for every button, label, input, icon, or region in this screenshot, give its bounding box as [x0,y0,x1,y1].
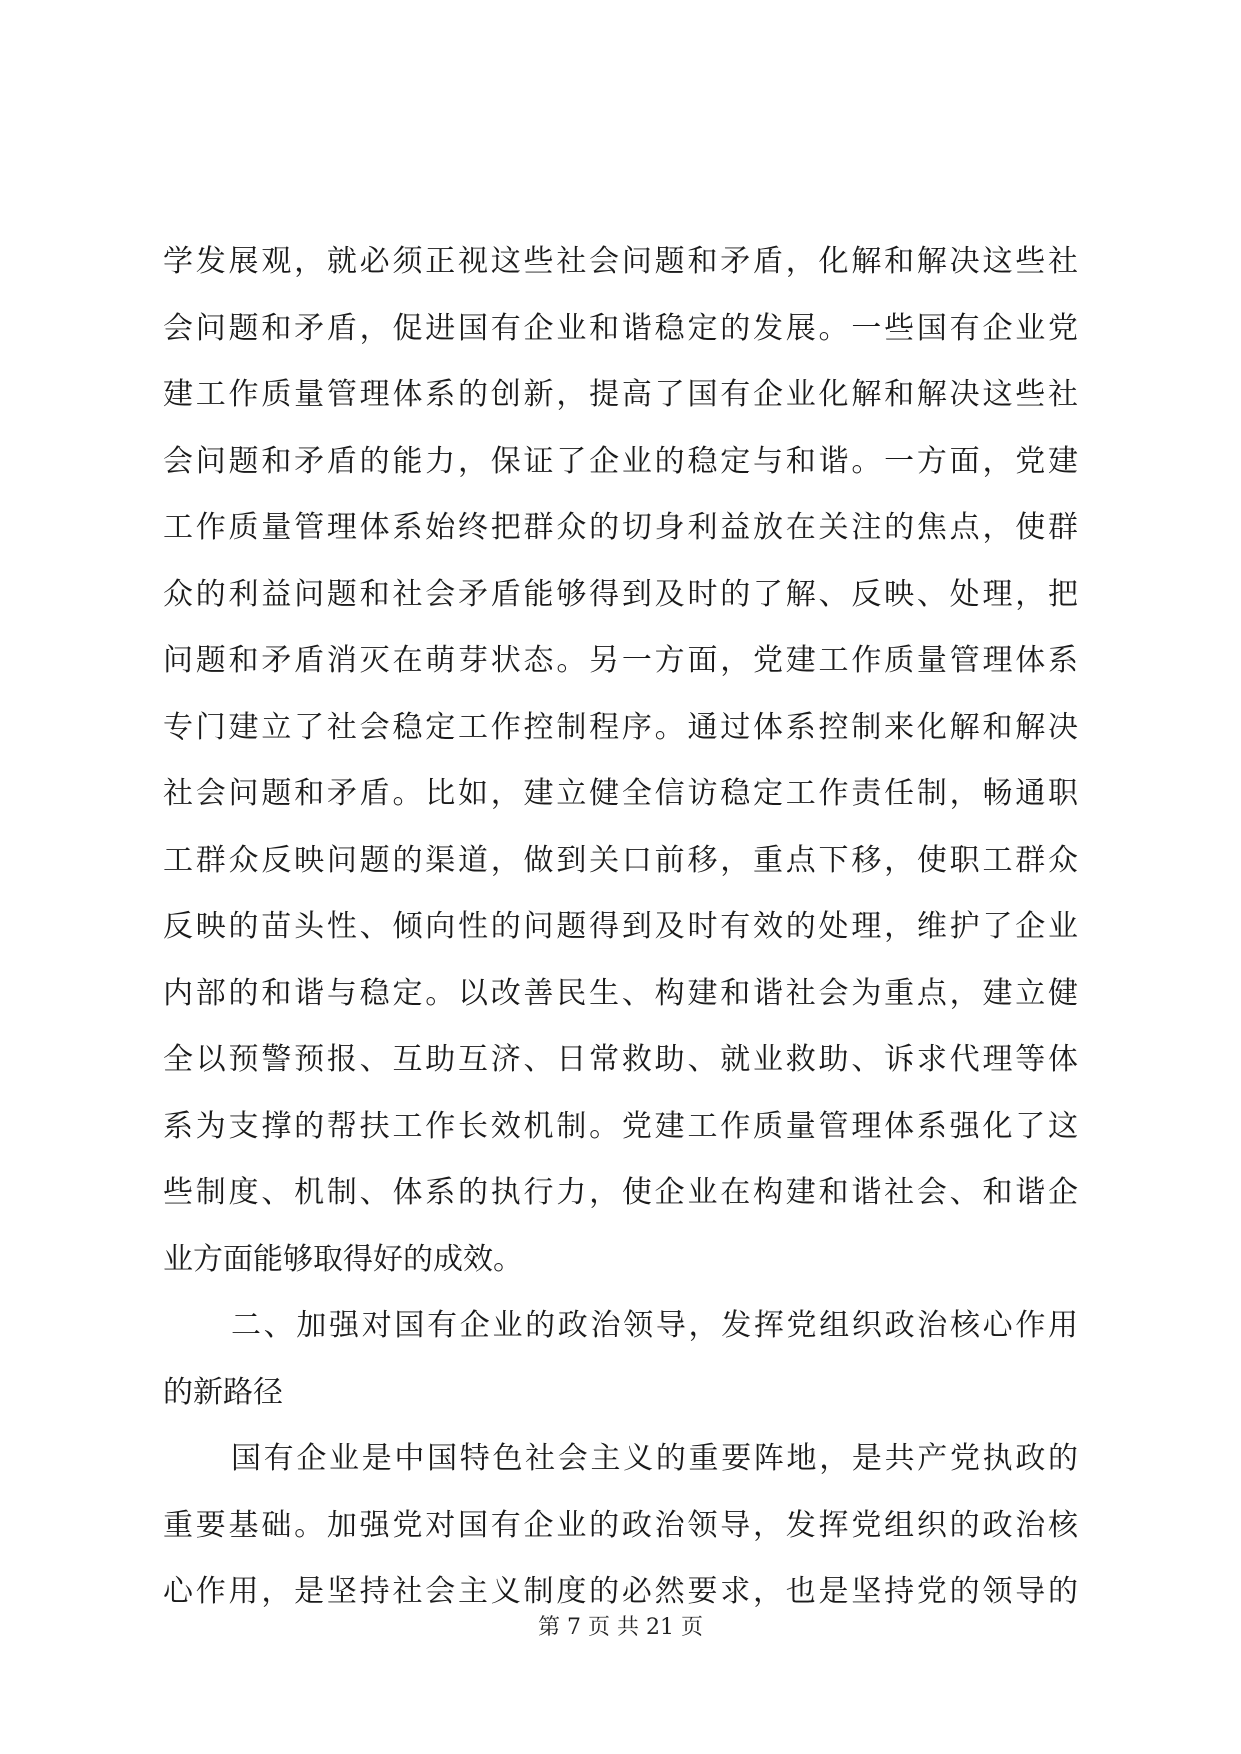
section-heading [163,1293,1078,1426]
heading-line: 的新路径 [163,1374,283,1410]
text-line: 工群众反映问题的渠道，做到关口前移，重点下移，使职工群众 [163,842,1078,878]
text-line: 会问题和矛盾的能力，保证了企业的稳定与和谐。一方面，党建 [163,443,1078,479]
text-line: 建工作质量管理体系的创新，提高了国有企业化解和解决这些社 [163,377,1078,412]
text-line: 全以预警预报、互助互济、日常救助、就业救助、诉求代理等体 [163,1042,1078,1077]
text-line: 众的利益问题和社会矛盾能够得到及时的了解、反映、处理，把 [163,576,1078,612]
text-line: 心作用，是坚持社会主义制度的必然要求，也是坚持党的领导的 [163,1574,1078,1609]
text-line: 问题和矛盾消灭在萌芽状态。另一方面，党建工作质量管理体系 [163,643,1078,678]
text-line: 反映的苗头性、倾向性的问题得到及时有效的处理，维护了企业 [163,909,1078,944]
text-line: 工作质量管理体系始终把群众的切身利益放在关注的焦点，使群 [163,510,1078,545]
paragraph-1 [163,229,1078,1293]
text-line: 会问题和矛盾，促进国有企业和谐稳定的发展。一些国有企业党 [163,310,1078,346]
text-line: 些制度、机制、体系的执行力，使企业在构建和谐社会、和谐企 [163,1175,1078,1210]
text-line: 业方面能够取得好的成效。 [163,1241,523,1277]
page-number-footer: 第 7 页 共 21 页 [538,1615,703,1640]
paragraph-3 [163,1426,1078,1626]
text-line: 学发展观，就必须正视这些社会问题和矛盾，化解和解决这些社 [163,244,1078,279]
text-line: 内部的和谐与稳定。以改善民生、构建和谐社会为重点，建立健 [163,975,1078,1011]
text-line: 重要基础。加强党对国有企业的政治领导，发挥党组织的政治核 [163,1507,1078,1543]
text-line: 专门建立了社会稳定工作控制程序。通过体系控制来化解和解决 [163,709,1078,745]
text-line: 系为支撑的帮扶工作长效机制。党建工作质量管理体系强化了这 [163,1108,1078,1144]
text-line: 社会问题和矛盾。比如，建立健全信访稳定工作责任制，畅通职 [163,776,1078,811]
text-line: 国有企业是中国特色社会主义的重要阵地，是共产党执政的 [231,1441,1078,1476]
document-body [163,229,1078,1626]
heading-line: 二、加强对国有企业的政治领导，发挥党组织政治核心作用 [231,1308,1078,1343]
